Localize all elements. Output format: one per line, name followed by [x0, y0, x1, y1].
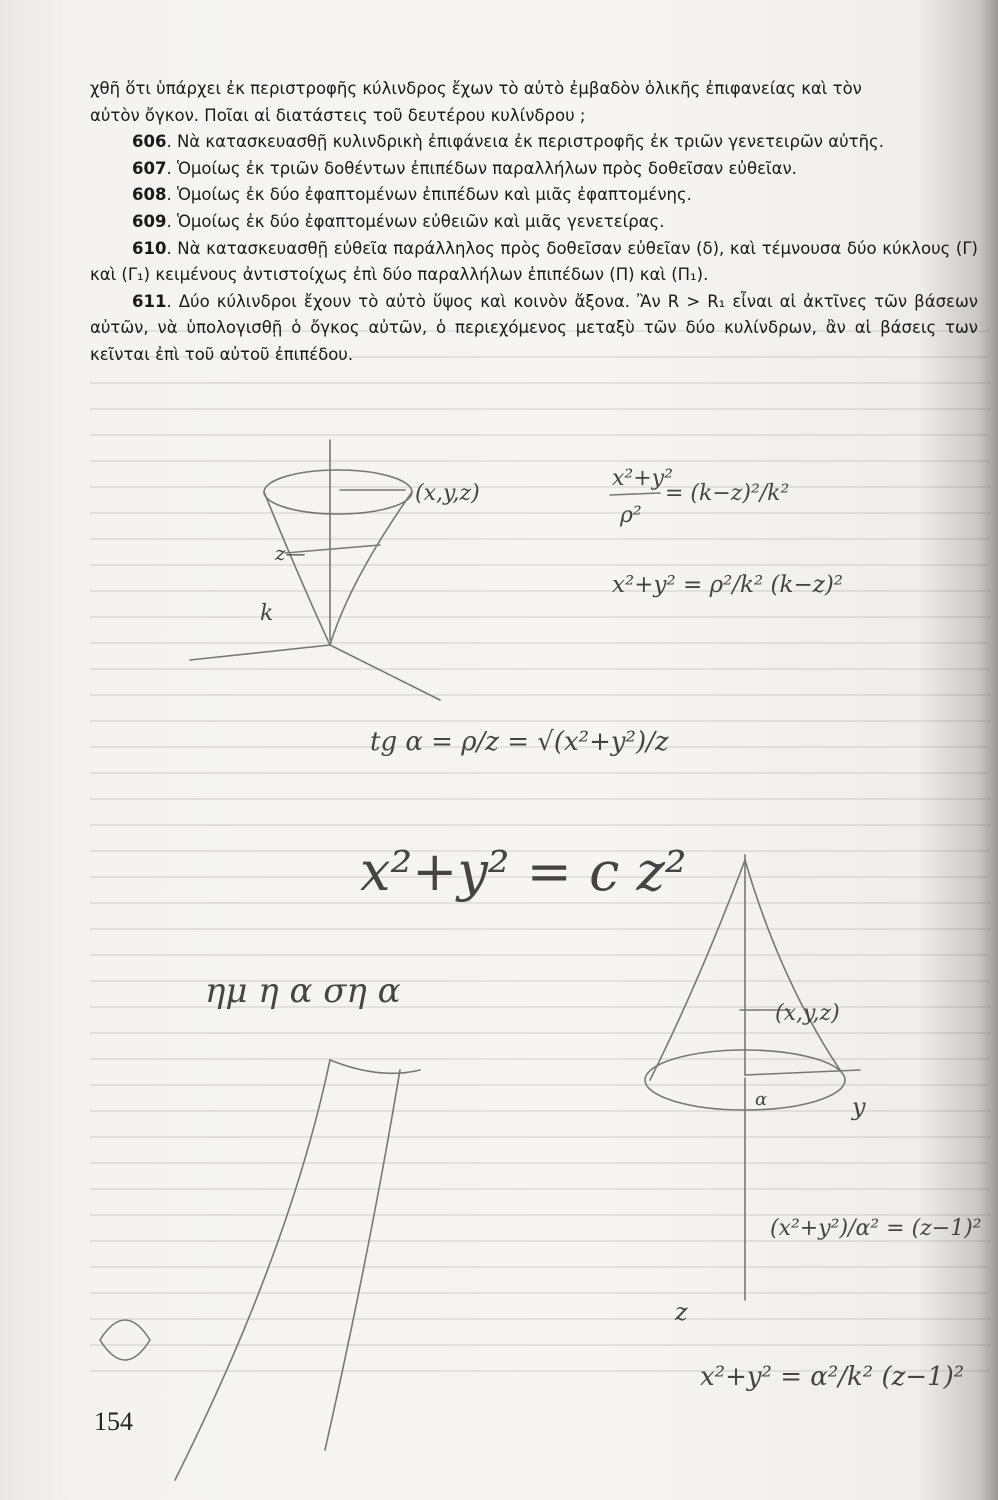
svg-text:ρ²: ρ²: [620, 503, 642, 528]
svg-text:(x²+y²)/α² = (z−1)²: (x²+y²)/α² = (z−1)²: [770, 1216, 982, 1241]
problem-611: 611. Δύο κύλινδροι ἔχουν τὸ αὐτὸ ὕψος καὶ κοινὸν ἄξονα. Ἂν R > R₁ εἶναι αἱ ἀκτῖνες τῶν βάσεων αὐτῶν, νὰ ὑπολογισθῇ ὁ ὄγκος αὐτῶν, ὁ περιεχόμενος μεταξὺ τῶν δύο κυλίνδρων, ἂν αἱ βάσεις των κεῖνται ἐπὶ τοῦ αὐτοῦ ἐπιπέδου.: [90, 291, 978, 364]
problem-609: 609. Ὁμοίως ἐκ δύο ἐφαπτομένων εὐθειῶν καὶ μιᾶς γενετείρας.: [132, 211, 665, 231]
svg-text:z—: z—: [275, 541, 306, 565]
page-number: 154: [94, 1407, 133, 1436]
svg-text:x²+y²: x²+y²: [612, 466, 673, 491]
svg-text:tg α = ρ/z = √(x²+y²)/z: tg α = ρ/z = √(x²+y²)/z: [370, 727, 669, 757]
problem-608: 608. Ὁμοίως ἐκ δύο ἐφαπτομένων ἐπιπέδων καὶ μιᾶς ἐφαπτομένης.: [132, 185, 692, 205]
cone-equation: x²+y² = c z²: [360, 840, 687, 903]
intro-line: χθῆ ὅτι ὑπάρχει ἐκ περιστροφῆς κύλινδρος ἔχων τὸ αὐτὸ ἐμβαδὸν ὁλικῆς ἐπιφανείας καὶ τὸν: [90, 79, 862, 98]
svg-text:= (k−z)²/k²: = (k−z)²/k²: [665, 481, 790, 506]
svg-text:z: z: [675, 1298, 688, 1326]
svg-text:x²+y² = ρ²/k² (k−z)²: x²+y² = ρ²/k² (k−z)²: [612, 572, 844, 598]
problem-606: 606. Νὰ κατασκευασθῇ κυλινδρικὴ ἐπιφάνεια ἐκ περιστροφῆς ἐκ τριῶν γενετειρῶν αὐτῆς.: [132, 132, 884, 152]
problem-610: 610. Νὰ κατασκευασθῇ εὐθεῖα παράλληλος πρὸς δοθεῖσαν εὐθεῖαν (δ), καὶ τέμνουσα δύο κύκλους (Γ) καὶ (Γ₁) κειμένους ἀντιστοίχως ἐπὶ δύο παραλλήλων ἐπιπέδων (Π) καὶ (Π₁).: [90, 238, 978, 285]
equations-upper: [370, 466, 843, 757]
problem-607: 607. Ὁμοίως ἐκ τριῶν δοθέντων ἐπιπέδων παραλλήλων πρὸς δοθεῖσαν εὐθεῖαν.: [132, 158, 797, 178]
svg-text:k: k: [260, 601, 274, 626]
svg-text:(x,y,z): (x,y,z): [415, 481, 480, 506]
svg-text:x²+y² = α²/k² (z−1)²: x²+y² = α²/k² (z−1)²: [700, 1362, 965, 1392]
equations-lower: [700, 1216, 982, 1392]
lower-left-sketch: [100, 1060, 420, 1480]
svg-text:α: α: [755, 1089, 768, 1110]
upper-cone-sketch: [190, 440, 480, 700]
lower-cone-sketch: [645, 855, 866, 1326]
svg-text:(x,y,z): (x,y,z): [775, 1001, 840, 1026]
svg-text:y: y: [852, 1093, 866, 1121]
intro-line: αὐτὸν ὄγκον. Ποῖαι αἱ διατάστεις τοῦ δευτέρου κυλίνδρου ;: [90, 105, 586, 125]
trig-note: ημ η α ση α: [205, 971, 401, 1011]
